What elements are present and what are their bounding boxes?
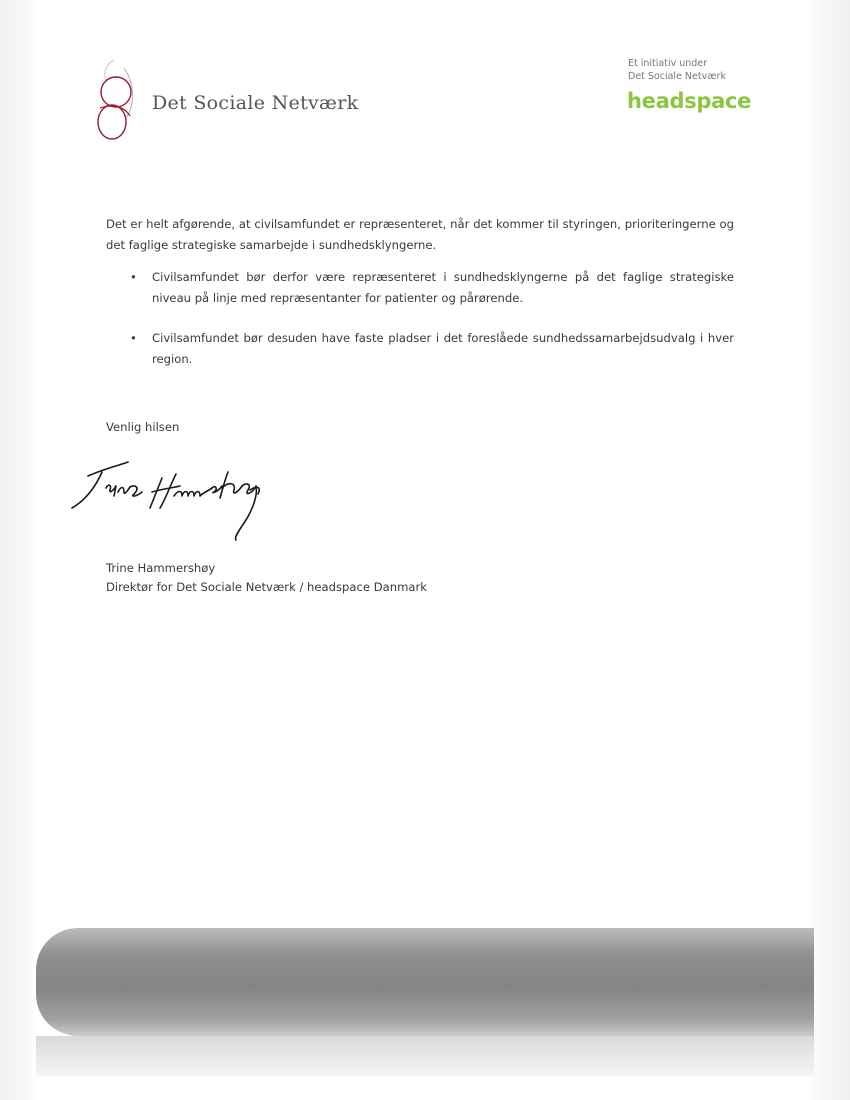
bullet-dot: • xyxy=(130,331,137,345)
bullet-item xyxy=(106,328,734,369)
tagline-line-1: Et initiativ under xyxy=(628,58,708,69)
bullet-text: Civilsamfundet bør desuden have faste pladser i det foreslåede sundhedssamarbejdsudvalg i hver region. xyxy=(152,331,734,366)
signer-name: Trine Hammershøy xyxy=(106,561,216,575)
bullet-item xyxy=(106,267,734,308)
signer-block xyxy=(106,559,427,597)
bullet-dot: • xyxy=(130,270,137,284)
headspace-tagline xyxy=(628,57,748,83)
signer-title: Direktør for Det Sociale Netværk / headspace Danmark xyxy=(106,580,427,594)
scan-shadow-fade xyxy=(36,1036,814,1076)
tagline-line-2: Det Sociale Netværk xyxy=(628,71,726,82)
headspace-logo: headspace xyxy=(627,89,752,113)
organisation-name: Det Sociale Netværk xyxy=(152,92,359,114)
scan-edge-left xyxy=(0,0,36,1100)
handwritten-signature xyxy=(66,456,276,546)
closing-salutation: Venlig hilsen xyxy=(106,420,180,434)
circles-logo-icon xyxy=(92,54,152,146)
scan-shadow-band xyxy=(36,928,814,1036)
bullet-list xyxy=(106,267,734,369)
bullet-text: Civilsamfundet bør derfor være repræsenteret i sundhedsklyngerne på det faglige strategiske niveau på linje med repræsentanter for patienter og pårørende. xyxy=(152,270,734,305)
intro-paragraph: Det er helt afgørende, at civilsamfundet er repræsenteret, når det kommer til styringen, prioriteringerne og det faglige strategiske samarbejde i sundhedsklyngerne. xyxy=(106,217,734,252)
det-sociale-netvaerk-logo xyxy=(92,54,359,146)
letter-body xyxy=(106,214,734,389)
